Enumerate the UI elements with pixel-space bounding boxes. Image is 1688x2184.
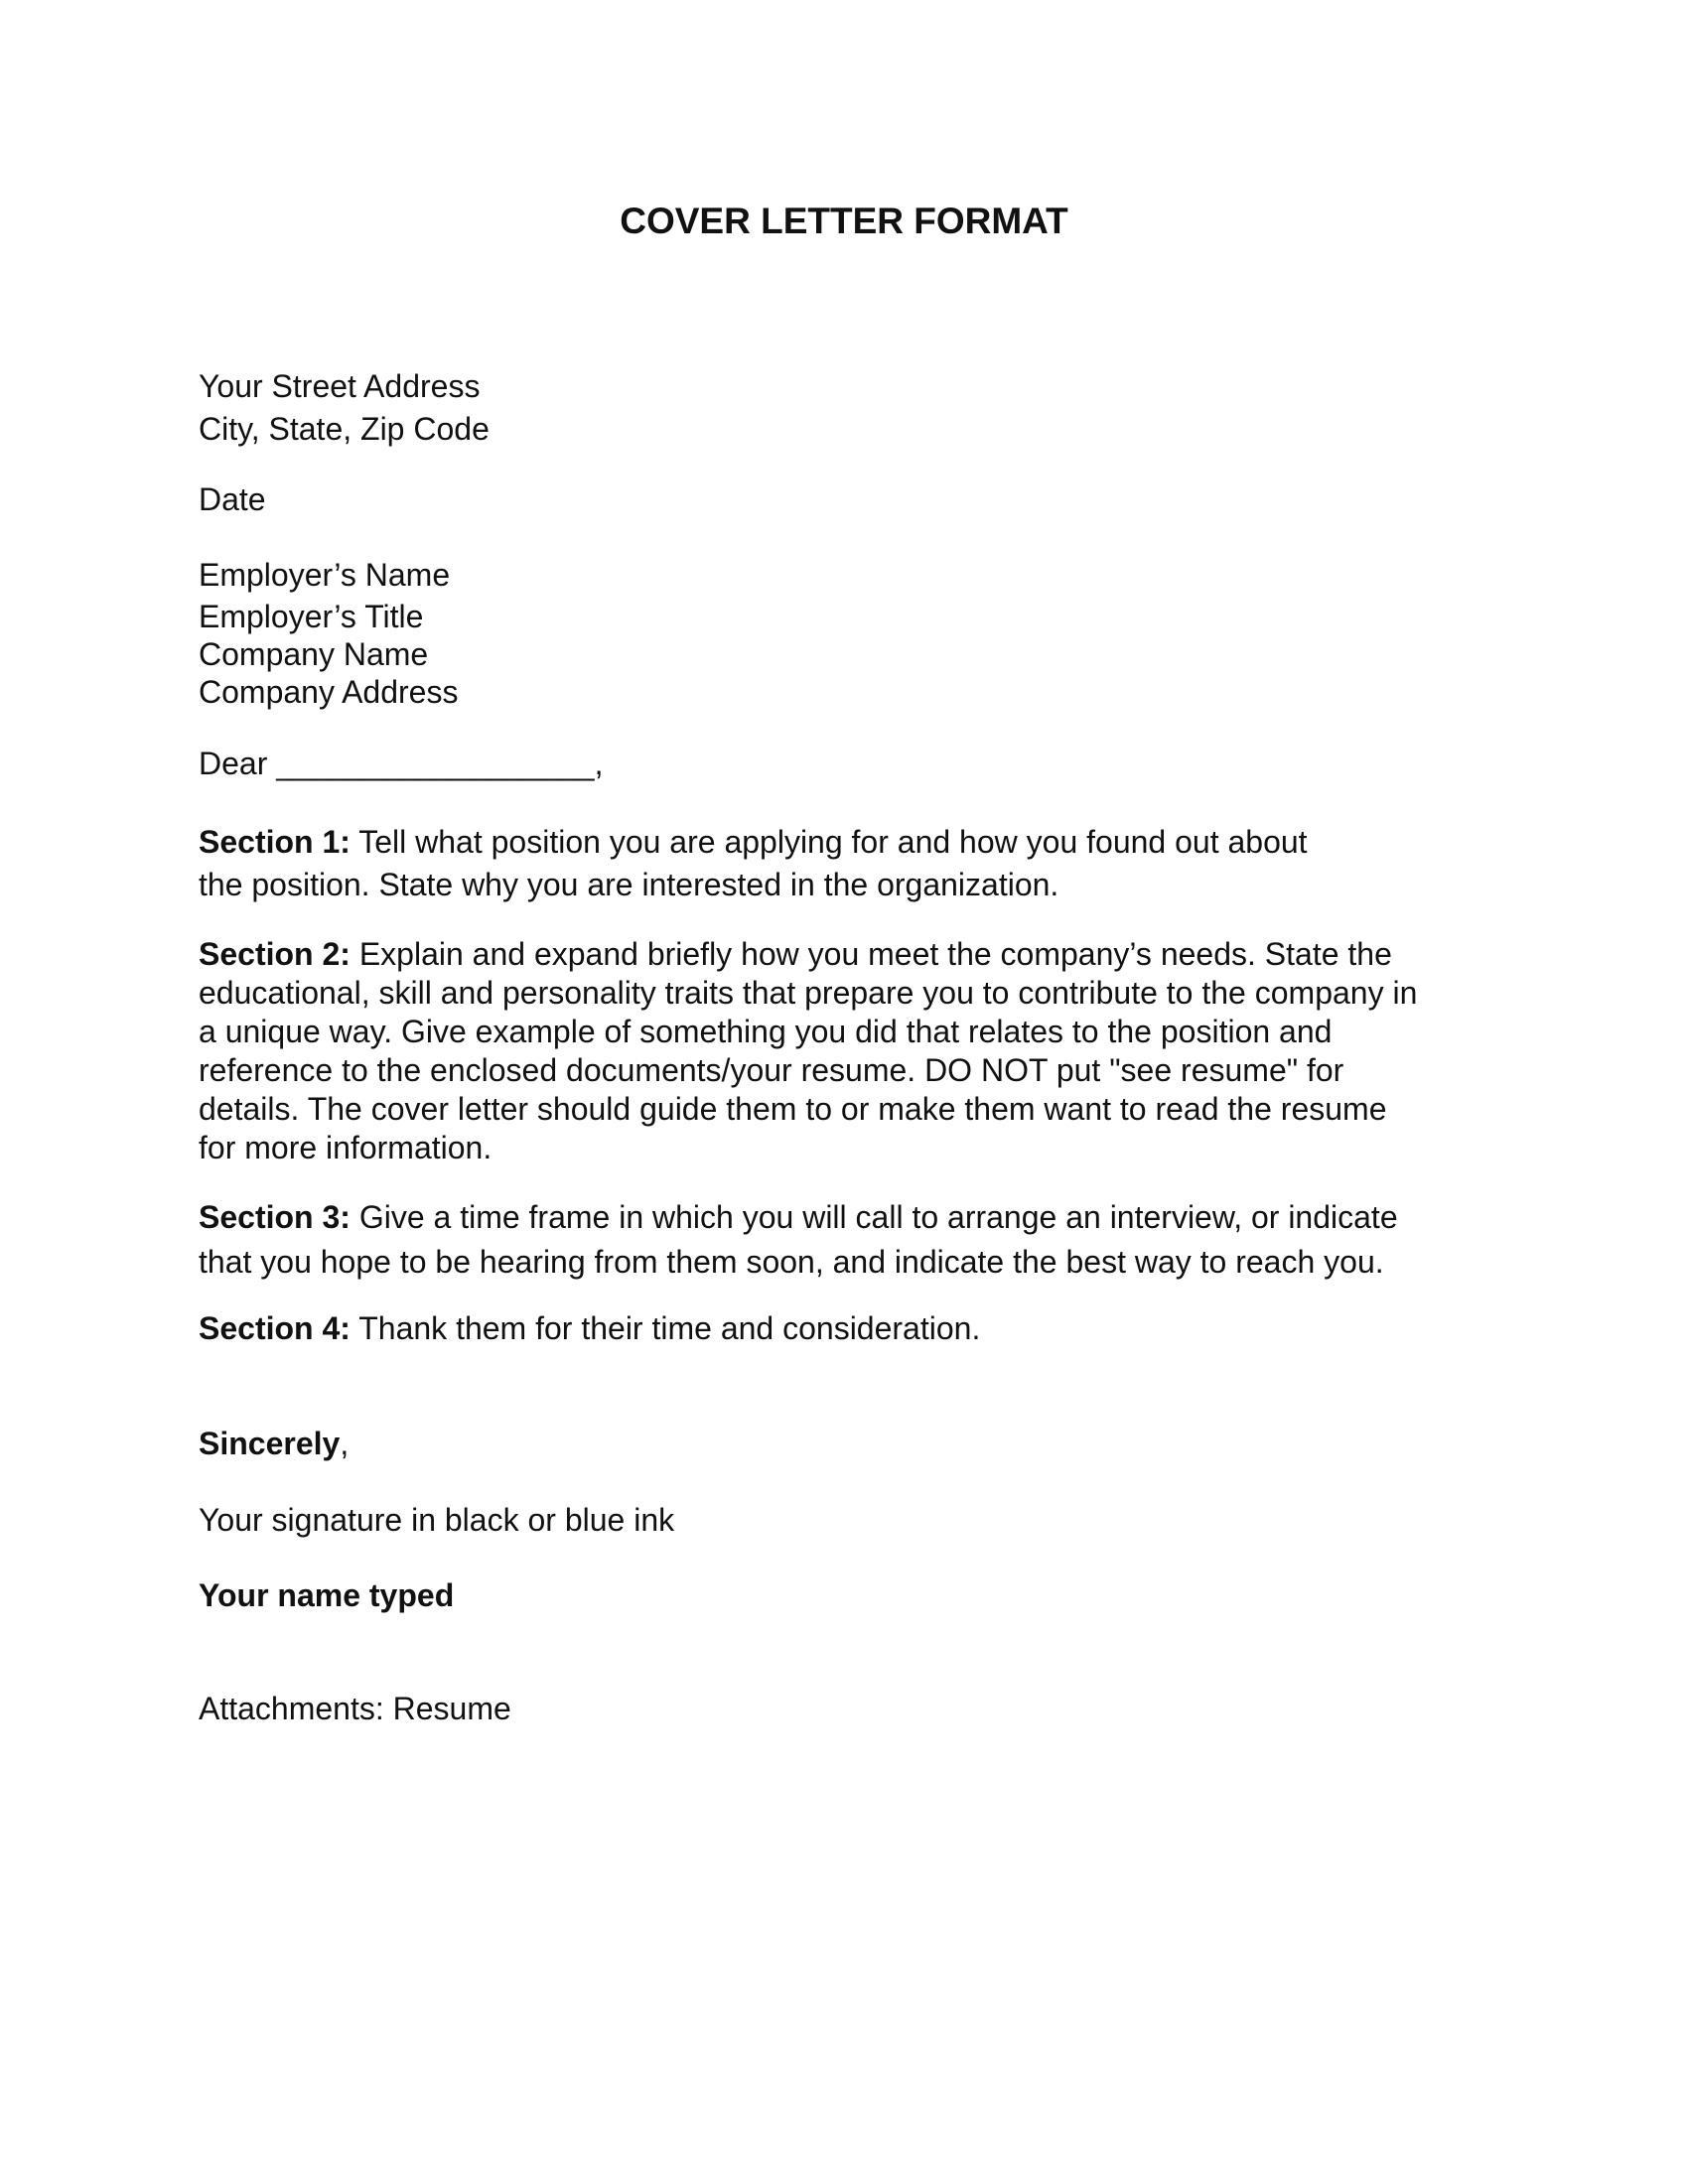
section-1-paragraph: [199, 821, 1489, 906]
section-1-row-2: the position. State why you are interested in the organization.: [199, 867, 1059, 902]
recipient-title: Employer’s Title: [199, 599, 424, 634]
section-3-row-2: that you hope to be hearing from them soon, and indicate the best way to reach you.: [199, 1244, 1384, 1280]
section-2-label: Section 2:: [199, 936, 351, 972]
section-2-row-3: a unique way. Give example of something you did that relates to the position and: [199, 1014, 1333, 1049]
recipient-address: Company Address: [199, 674, 459, 710]
section-4-row-1: [199, 1309, 1489, 1348]
section-3-label: Section 3:: [199, 1199, 351, 1235]
section-3-text: Give a time frame in which you will call to arrange an interview, or indicate: [350, 1199, 1398, 1235]
recipient-company: Company Name: [199, 636, 429, 672]
closing: [199, 1423, 349, 1464]
section-3-paragraph: [199, 1195, 1489, 1285]
section-2-row-5: details. The cover letter should guide them to or make them want to read the resume: [199, 1091, 1387, 1127]
closing-word: Sincerely: [199, 1426, 341, 1461]
section-4-label: Section 4:: [199, 1310, 351, 1346]
section-1-text: Tell what position you are applying for and how you found out about: [350, 824, 1308, 860]
typed-name: Your name typed: [199, 1577, 455, 1613]
section-4-paragraph: [199, 1309, 1489, 1348]
sender-city-state-zip: City, State, Zip Code: [199, 411, 490, 447]
sender-street: Your Street Address: [199, 368, 481, 404]
section-2-row-4: reference to the enclosed documents/your resume. DO NOT put "see resume" for: [199, 1052, 1344, 1088]
signature-note: Your signature in black or blue ink: [199, 1502, 675, 1538]
section-2-row-6: for more information.: [199, 1130, 492, 1165]
section-1-row-1: [199, 821, 1489, 864]
closing-punct: ,: [340, 1426, 350, 1461]
section-4-text: Thank them for their time and consideration.: [350, 1310, 981, 1346]
section-2-paragraph: [199, 935, 1489, 1167]
section-2-row-1: [199, 935, 1489, 974]
page-title: COVER LETTER FORMAT: [620, 201, 1068, 241]
attachments-note: Attachments: Resume: [199, 1691, 511, 1726]
section-2-row-2: educational, skill and personality traits that prepare you to contribute to the company in: [199, 975, 1418, 1011]
recipient-name: Employer’s Name: [199, 557, 451, 593]
section-1-label: Section 1:: [199, 824, 351, 860]
salutation: Dear __________________,: [199, 746, 604, 781]
section-2-text: Explain and expand briefly how you meet the company’s needs. State the: [350, 936, 1392, 972]
section-3-row-1: [199, 1195, 1489, 1240]
letter-date: Date: [199, 481, 266, 517]
